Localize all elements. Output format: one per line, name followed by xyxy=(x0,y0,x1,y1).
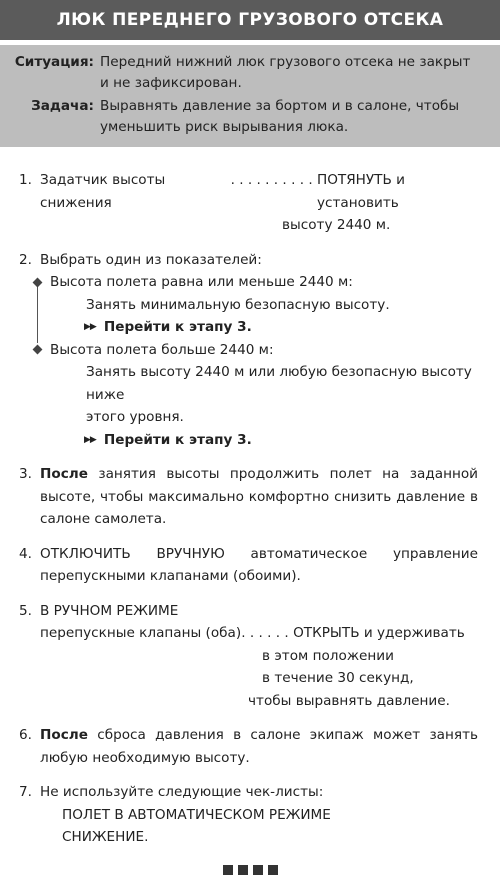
end-marker xyxy=(0,865,500,875)
item-number: 3. xyxy=(19,466,32,482)
option1-action: Занять минимальную безопасную высоту. xyxy=(86,296,390,313)
item1-right2: высоту 2440 м. xyxy=(282,217,391,233)
option2-action1: Занять высоту 2440 м или любую безопасную высоту ниже xyxy=(86,364,472,403)
item3-bold: После xyxy=(40,466,88,482)
situation-line2: и не зафиксирован. xyxy=(100,75,242,91)
end-square xyxy=(223,865,233,875)
item7-text: Не используйте следующие чек-листы: xyxy=(40,784,324,800)
option2-goto-text: Перейти к этапу 3. xyxy=(103,431,252,448)
task-text xyxy=(100,96,459,138)
item3-rest: занятия высоты продолжить полет на заданной высоте, чтобы максимально комфортно снизить давление в салоне самолета. xyxy=(40,466,478,527)
item1-right1: ПОТЯНУТЬ и установить xyxy=(317,172,405,211)
end-square xyxy=(268,865,278,875)
info-box xyxy=(0,45,500,147)
item5-left: перепускные клапаны (оба) xyxy=(40,625,242,641)
page-title: ЛЮК ПЕРЕДНЕГО ГРУЗОВОГО ОТСЕКА xyxy=(56,10,444,30)
task-line2: уменьшить риск вырывания люка. xyxy=(100,119,349,135)
option-connector-line xyxy=(37,285,38,343)
item1-left: Задатчик высоты снижения xyxy=(40,172,166,211)
item6-rest: сброса давления в салоне экипаж может занять любую необходимую высоту. xyxy=(40,727,478,766)
situation-line1: Передний нижний люк грузового отсека не закрыт xyxy=(100,54,471,70)
item5-right4: чтобы выравнять давление. xyxy=(248,692,450,709)
item-number: 5. xyxy=(19,602,32,619)
list-item xyxy=(0,781,500,849)
item3-text xyxy=(40,463,500,531)
diamond-bullet-icon xyxy=(33,277,43,287)
item-number: 2. xyxy=(19,251,32,268)
double-triangle-right-icon: ▶▶ xyxy=(84,434,96,445)
item-number: 6. xyxy=(19,727,32,743)
list-item xyxy=(0,249,500,452)
list-item xyxy=(0,724,500,769)
item6-text xyxy=(40,724,500,769)
option2-goto xyxy=(40,429,478,452)
item-number: 7. xyxy=(19,784,32,800)
checklist-items xyxy=(0,169,500,849)
item7-checklist-1: ПОЛЕТ В АВТОМАТИЧЕСКОМ РЕЖИМЕ xyxy=(62,806,331,823)
list-item xyxy=(0,463,500,531)
option2-condition: Высота полета больше 2440 м: xyxy=(50,341,274,358)
task-line1: Выравнять давление за бортом и в салоне, чтобы xyxy=(100,98,460,114)
item5-line1: В РУЧНОМ РЕЖИМЕ xyxy=(40,602,179,619)
item5-right2: в этом положении xyxy=(262,647,394,664)
item-number: 1. xyxy=(19,172,32,188)
item2-text: Выбрать один из показателей: xyxy=(40,251,262,268)
diamond-bullet-icon xyxy=(33,345,43,355)
situation-row xyxy=(0,52,490,94)
item6-bold: После xyxy=(40,727,88,743)
list-item xyxy=(0,600,500,713)
item5-dots: . . . . . . xyxy=(241,625,294,641)
item7-checklist-2: СНИЖЕНИЕ. xyxy=(62,829,149,845)
task-row xyxy=(0,96,490,138)
item1-dots: . . . . . . . . . . xyxy=(226,172,317,188)
option1-goto xyxy=(40,316,478,339)
page-title-bar xyxy=(0,0,500,40)
item-number: 4. xyxy=(19,545,32,562)
item5-right1: ОТКРЫТЬ и удерживать xyxy=(293,625,465,641)
situation-text xyxy=(100,52,470,94)
option1-condition: Высота полета равна или меньше 2440 м: xyxy=(50,274,353,290)
end-square xyxy=(238,865,248,875)
situation-label: Ситуация: xyxy=(14,54,94,70)
list-item xyxy=(0,543,500,588)
list-item xyxy=(0,169,500,237)
option2-action2: этого уровня. xyxy=(86,409,184,425)
option1-goto-text: Перейти к этапу 3. xyxy=(103,319,252,335)
end-square xyxy=(253,865,263,875)
item5-right3: в течение 30 секунд, xyxy=(262,670,414,686)
item4-text: ОТКЛЮЧИТЬ ВРУЧНУЮ автоматическое управление перепускными клапанами (обоими). xyxy=(40,545,478,584)
task-label: Задача: xyxy=(31,98,94,114)
option-block xyxy=(40,271,478,451)
double-triangle-right-icon: ▶▶ xyxy=(84,322,96,332)
